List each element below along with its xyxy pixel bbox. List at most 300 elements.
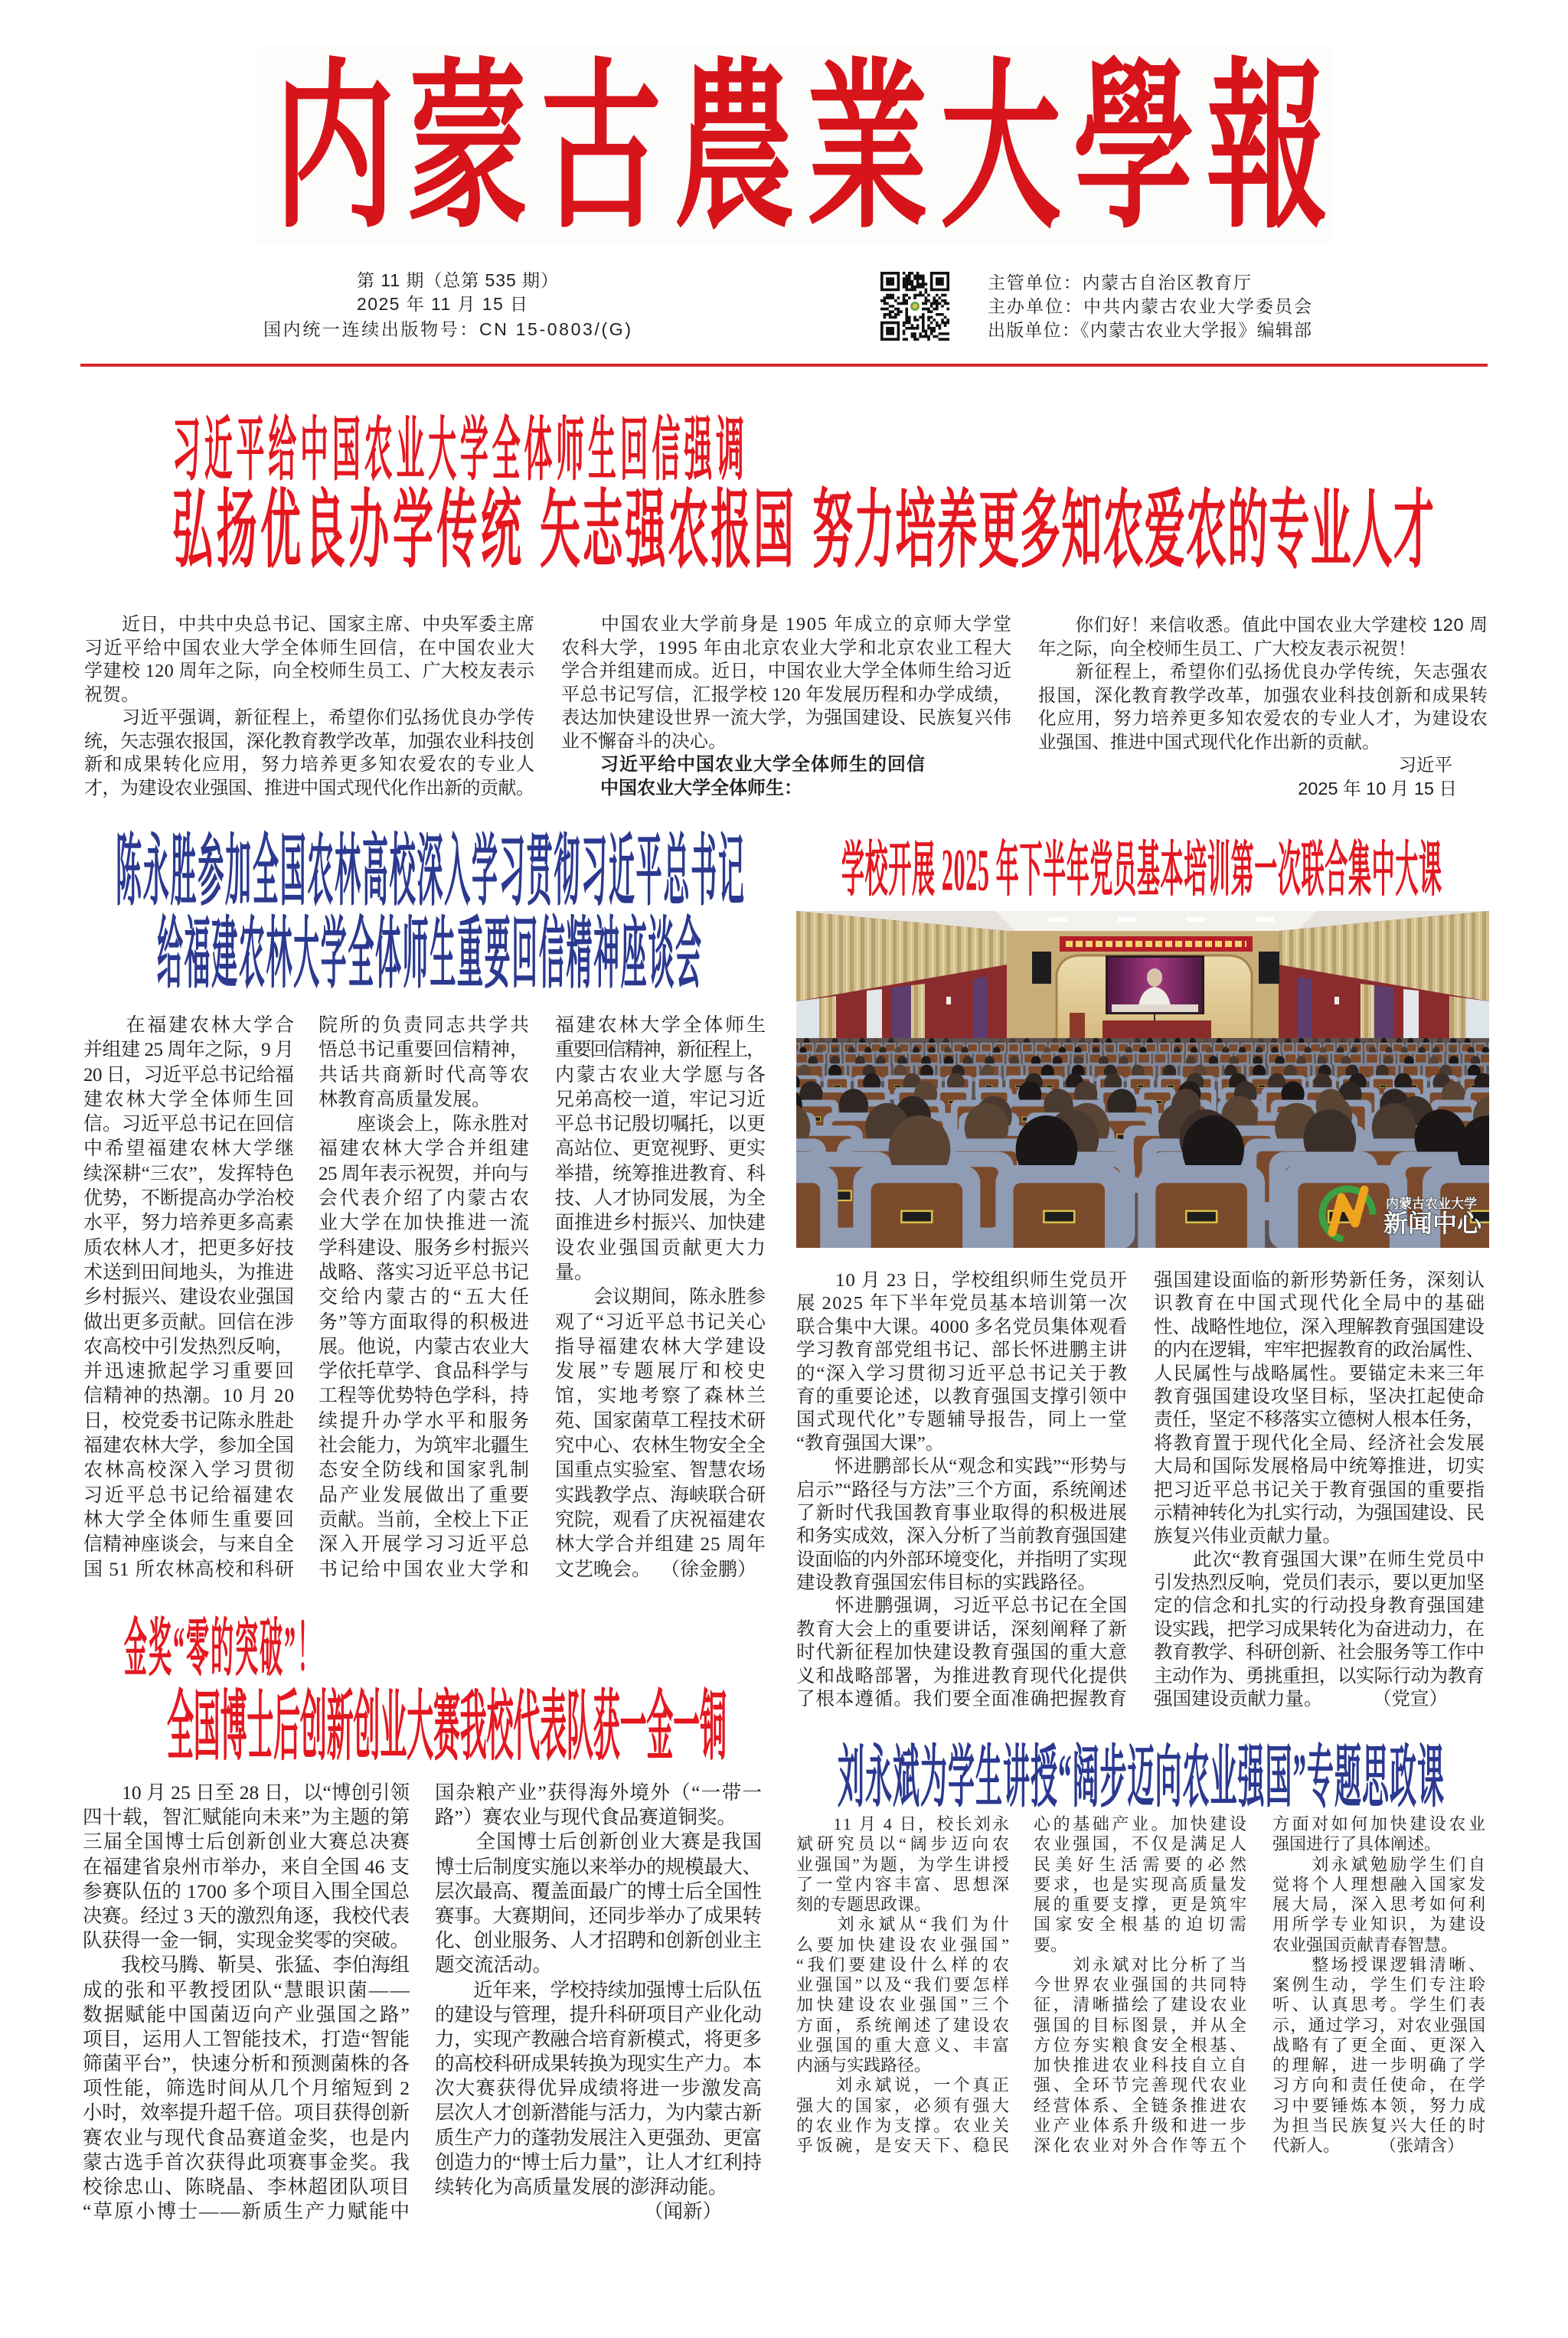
masthead-divider [80,364,1488,367]
lecture-column-1 [796,1269,1127,1711]
text-line: 平总书记写信，汇报学校 120 年发展历程和办学成绩， [561,684,1012,705]
text-line: 共话共商新时代高等农 [318,1064,531,1086]
seat-panel [1481,1054,1489,1063]
text-line: 院所的负责同志共学共 [318,1015,531,1036]
text-line: 教育大会上的重要讲话，深刻阐释了新 [796,1618,1128,1640]
text-line: 业不懈奋斗的决心。 [561,731,727,752]
text-line: 优势，不断提高办学治校 [83,1188,294,1210]
seat-panel [1416,1054,1426,1063]
text-line: 时代新征程加快建设教育强国的重大意 [796,1642,1128,1664]
text-line: 校徐忠山、陈晓晶、李林超团队项目 [83,2176,411,2198]
forum-column-3 [555,1014,769,1582]
text-line: 启示”“路径与方法”三个方面，系统阐述 [796,1479,1128,1500]
text-line: 义和战略部署，为推进教育现代化提供 [796,1665,1128,1687]
text-line: 国杂粮产业”获得海外境外（“一带一 [435,1781,763,1804]
text-line: 态安全防线和国家乳制 [318,1460,531,1481]
text-line: 国式现代化”专题辅导报告，同上一堂 [796,1409,1129,1431]
text-line: 族复兴伟业贡献力量。 [1154,1526,1341,1547]
course-byline: （张靖含） [1379,2136,1464,2155]
text-line: 么要加快建设农业强国” [796,1935,1013,1954]
publisher-editor: 出版单位：《内蒙古农业大学报》编辑部 [988,320,1313,340]
lecture-photo [796,911,1489,1248]
seat-panel [1171,1054,1182,1063]
seat-panel [976,1054,987,1063]
text-line: 习方向和责任使命，在学 [1272,2075,1488,2095]
text-line: 术送到田间地头，为推进 [83,1262,294,1283]
text-line: 文艺晚会。 [555,1559,652,1580]
text-line: 学科建设、服务乡村振兴 [318,1237,529,1259]
text-line: 新和成果转化应用，努力培养更多知农爱农的专业人 [84,755,536,775]
text-line: 性、战略性地位，深入理解教育强国建设 [1154,1316,1485,1337]
lead-column-3-letter [1038,613,1488,798]
award-byline: （闻新） [643,2200,722,2223]
text-line: 深入开展学习习近平总 [318,1534,531,1556]
podium [1070,1013,1085,1039]
lead-column-2 [561,613,1013,798]
text-line: 业强国的重大意义、丰富 [796,2035,1012,2055]
text-line: 层次人才创新潜能与活力，为内蒙古新 [435,2101,762,2124]
text-line: 近年来，学校持续加强博士后队伍 [435,1978,762,2001]
text-line: 了新时代我国教育事业取得的积极进展 [796,1502,1128,1523]
seat-panel [1285,1054,1296,1063]
text-line: 工程等优势特色学科，持 [318,1386,529,1407]
text-line: 悟总书记重要回信精神， [318,1040,529,1061]
award-column-1 [83,1781,410,2224]
text-line: 化应用，努力培养更多知农爱农的专业人才，为建设农 [1038,708,1488,728]
text-line: 经营体系、全链条推进农 [1034,2095,1250,2115]
text-line: 内涵与实践路径。 [796,2056,932,2075]
text-line: 指导福建农林大学建设 [555,1336,768,1357]
text-line: 祝贺。 [84,684,139,705]
text-line: 技、人才协同发展，为全 [555,1188,766,1210]
text-line: 展。他说，内蒙古农业大 [318,1336,529,1357]
forum-column-2 [318,1014,533,1582]
text-line: 福建农林大学合并组建 [318,1138,531,1160]
text-line: 题交流活动。 [435,1954,553,1977]
text-line: 究中心、农林生物安全全 [555,1435,766,1457]
text-line: 参赛队伍的 1700 多个项目入围全国总 [83,1879,410,1902]
forum-byline: （徐金鹏） [660,1559,756,1580]
text-line: 刻的专题思政课。 [796,1895,932,1914]
text-line: 学合并组建而成。近日，中国农业大学全体师生给习近 [561,661,1012,681]
seat-panel [1023,1044,1032,1051]
text-line: 征，清晰描绘了建设农业 [1034,1995,1250,2015]
speaker [1032,952,1051,984]
text-line: 并迅速掀起学习重要回 [83,1361,296,1383]
text-line: 刘永斌从“我们为什 [796,1915,1013,1935]
text-line: 责任，坚定不移落实立德树人根本任务， [1154,1409,1485,1431]
text-line: 品产业发展做出了重要 [318,1484,531,1506]
seat-panel [797,1054,808,1063]
text-line: 刘永斌说，一个真正 [796,2075,1012,2095]
text-line: 刘永斌对比分析了当 [1034,1954,1250,1974]
text-line: 观了“习近平总书记关心 [555,1311,767,1333]
seat-panel [886,1044,895,1051]
award-kicker: 金奖“零的突破”！ [124,1615,322,1685]
text-line: 代新人。 [1272,2136,1341,2155]
text-line: 化、创业服务、人才招聘和创新创业主 [435,1929,762,1952]
text-line: 发展”专题展厅和校史 [555,1361,769,1383]
text-line: 社会能力，为筑牢北疆生 [318,1435,529,1457]
text-line: 国家安全根基的迫切需 [1034,1915,1252,1935]
ceiling-panel [995,911,1317,934]
seat-panel [796,1044,799,1051]
text-line: 深化农业对外合作等五个 [1034,2136,1250,2155]
lead-headline-part-3: 努力培养更多知农爱农的专业人才 [812,485,1436,579]
text-line: 建设教育强国宏伟目标的实践路径。 [796,1572,1096,1594]
text-line: 会代表介绍了内蒙古农 [318,1188,531,1210]
seat-panel [1220,1054,1231,1063]
seat-panel [968,1044,977,1051]
lead-headline-part-2: 矢志强农报国 [540,485,796,579]
text-line: 学习教育部党组书记、部长怀进鹏主讲 [796,1340,1128,1361]
text-line: 民美好生活需要的必然 [1034,1854,1252,1874]
text-line: 福建农林大学，参加全国 [83,1435,294,1457]
text-line: 学依托草学、食品科学与 [318,1361,529,1383]
text-line: 小时，效率提升超千倍。项目获得创新 [83,2101,410,2124]
text-line: 交给内蒙古的“五大任 [318,1287,533,1308]
text-line: 强国进行了具体阐述。 [1272,1834,1442,1854]
text-line: 报国，深化教育教学改革，加强农业科技创新和成果转 [1038,684,1488,705]
ceiling-light [1256,917,1274,922]
text-line: 了一堂内容丰富、思想深 [796,1874,1012,1894]
text-line: 用所学专业知识，为建设 [1272,1915,1488,1935]
seat-panel [1009,1044,1018,1051]
seat-label [1137,1085,1144,1087]
text-line: 强、全环节完善现代农业 [1034,2075,1250,2095]
course-headline: 刘永斌为学生讲授“阔步迈向农业强国”专题思政课 [838,1739,1445,1817]
text-line: 怀进鹏部长从“观念和实践”“形势与 [796,1456,1128,1478]
text-line: 的理解，进一步明确了学 [1272,2056,1488,2075]
letter-date: 2025 年 10 月 15 日 [1298,778,1457,798]
text-line: 习近平给中国农业大学全体师生回信，在中国农业大 [84,638,536,658]
text-line: 林大学合并组建 25 周年 [555,1534,767,1556]
text-line: 项性能，筛选时间从几个月缩短到 2 [83,2077,411,2100]
text-line: 近日，中共中央总书记、国家主席、中央军委主席 [84,615,535,635]
text-line: 心的基础产业。加快建设 [1034,1814,1250,1834]
text-line: 要。 [1034,1935,1068,1954]
text-line: 才，为建设农业强国、推进中国式现代化作出新的贡献。 [84,778,534,798]
seat-panel [1089,1054,1100,1063]
letter-title: 习近平给中国农业大学全体师生的回信 [600,754,926,775]
text-line: 馆，实地考察了森林兰 [555,1386,768,1407]
ceiling-light [1187,917,1205,922]
text-line: 教育教学、科研创新、社会服务等工作中 [1154,1642,1485,1664]
seat-label [1168,1085,1174,1087]
text-line: “草原小博士——新质生产力赋能中 [83,2200,412,2223]
lecture-headline: 学校开展 2025 年下半年党员基本培训第一次联合集中大课 [841,838,1442,904]
text-line: 国 51 所农林高校和科研 [83,1559,296,1580]
text-line: 此次“教育强国大课”在师生党员中 [1154,1549,1486,1570]
auditorium-photo [796,911,1489,1248]
text-line: 觉将个人理想融入国家发 [1272,1874,1488,1894]
qr-code-icon[interactable] [880,272,949,341]
text-line: 加快建设农业强国”三个 [796,1995,1013,2015]
ceiling-light [1049,917,1067,922]
text-line: 决赛。经过 3 天的激烈角逐，我校代表 [83,1904,410,1927]
text-line: 续提升办学水平和服务 [318,1410,531,1432]
speaker [1259,952,1279,984]
text-line: 业大学在加快推进一流 [318,1213,531,1234]
text-line: 为担当民族复兴大任的时 [1272,2115,1488,2135]
text-line: 设面临的内外部环境变化，并指明了实现 [796,1549,1127,1570]
text-line: 业产业体系升级和进一步 [1034,2115,1250,2135]
publisher-sponsor: 主办单位：中共内蒙古农业大学委员会 [988,296,1313,316]
text-line: 强国建设贡献力量。 [1154,1689,1323,1710]
text-line: 方面对如何加快建设农业 [1272,1814,1488,1834]
seat-panel [1407,1044,1416,1051]
text-line: 面推进乡村振兴、加快建 [555,1213,766,1234]
publisher-supervisor: 主管单位：内蒙古自治区教育厅 [988,273,1253,292]
text-line: 博士后制度实施以来举办的规模最大、 [435,1855,762,1878]
text-line: 案例生动，学生们专注聆 [1272,1975,1488,1994]
text-line: 质生产力的蓬勃发展注入更强劲、更富 [435,2126,762,2149]
text-line: 展 2025 年下半年党员基本培训第一次 [796,1293,1129,1314]
text-line: 四十载，智汇赋能向未来”为主题的第 [83,1806,410,1829]
text-line: 贡献。当前，全校上下正 [318,1509,529,1530]
text-line: 在福建农林大学合 [83,1015,296,1036]
text-line: 整场授课逻辑清晰、 [1272,1954,1488,1974]
watermark-school: 内蒙古农业大学 [1386,1197,1477,1212]
text-line: 高站位、更宽视野、更实 [555,1138,766,1160]
text-line: 展的重要支撑，更是筑牢 [1034,1895,1250,1914]
seat-panel [910,1054,921,1063]
text-line: 会议期间，陈永胜参 [555,1287,766,1308]
text-line: 10 月 23 日，学校组织师生党员开 [796,1270,1129,1291]
seat-panel [1160,1044,1169,1051]
lead-column-1 [84,613,534,800]
text-line: 业强国”为题，为学生讲授 [796,1854,1011,1874]
text-line: 农业强国贡献青春智慧。 [1272,1935,1459,1954]
text-line: 业强国、推进中国式现代化作出新的贡献。 [1038,731,1380,752]
text-line: 联合集中大课。4000 多名党员集体观看 [796,1316,1128,1337]
text-line: 新征程上，希望你们弘扬优良办学传统，矢志强农 [1038,661,1488,681]
qr-center-logo-dot [913,304,917,309]
award-column-2 [435,1781,763,2223]
text-line: 成的张和平教授团队“慧眼识菌—— [83,1978,412,2001]
text-line: 中希望福建农林大学继 [83,1138,296,1160]
seat-panel [1138,1054,1149,1063]
text-line: 农高校中引发热烈反响， [83,1336,294,1357]
text-line: 了根本遵循。我们要全面准确把握教育 [796,1689,1128,1710]
text-line: 建农林大学全体师生回 [83,1089,296,1110]
text-line: 续转化为高质量发展的澎湃动能。 [435,2176,728,2198]
text-line: 兄弟高校一道，牢记习近 [555,1089,766,1110]
text-line: 平总书记殷切嘱托，以更 [555,1114,766,1135]
text-line: 并组建 25 周年之际，9 月 [83,1040,294,1061]
text-line: 的高校科研成果转换为现实生产力。本 [435,2052,762,2075]
seat-label [834,1085,841,1087]
text-line: “教育强国大课”。 [796,1432,945,1454]
text-line: 赛农业与现代食品赛道金奖，也是内 [83,2126,411,2149]
text-line: 全国博士后创新创业大赛是我国 [435,1830,763,1853]
text-line: 10 月 25 日至 28 日，以“博创引领 [83,1781,410,1804]
text-line: 务”等方面取得的积极进 [318,1311,531,1333]
text-line: 中国农业大学前身是 1905 年成立的京师大学堂 [561,615,1013,635]
lecture-column-2 [1154,1269,1485,1711]
text-line: 统，矢志强农报国，深化教育教学改革，加强农业科技创 [84,731,534,752]
text-line: 20 日，习近平总书记给福 [83,1064,294,1086]
text-line: 农业强国，不仅是满足人 [1034,1834,1250,1854]
text-line: 福建农林大学全体师生 [555,1015,768,1036]
text-line: 国重点实验室、智慧农场 [555,1460,766,1481]
text-line: 你们好！来信收悉。值此中国农业大学建校 120 周 [1038,615,1488,635]
text-line: 举措，统筹推进教育、科 [555,1163,766,1184]
text-line: 25 周年表示祝贺，并向与 [318,1163,529,1184]
text-line: 的建设与管理，提升科研项目产业化动 [435,2003,762,2026]
text-line: 要求，也是实现高质量发 [1034,1874,1250,1894]
forum-headline-line-2: 给福建农林大学全体师生重要回信精神座谈会 [157,914,703,999]
text-line: 信精神的热潮。10 月 20 [83,1386,295,1407]
seat-panel [1311,1044,1320,1051]
seat-label [1046,1085,1053,1087]
text-line: 究院，观看了庆祝福建农 [555,1509,766,1530]
text-line: 水平，努力培养更多高素 [83,1213,294,1234]
seat-panel [796,1183,820,1248]
text-line: 林教育高质量发展。 [318,1089,492,1110]
stage-table [1102,1020,1211,1039]
text-line: 强国的目标图景，并从全 [1034,2015,1250,2035]
text-line: 路”）赛农业与现代食品赛道铜奖。 [435,1806,737,1829]
seat-panel [1284,1044,1293,1051]
text-line: 方面，系统阐述了建设农 [796,2015,1012,2035]
text-line: 设实践，把学习成果转化为奋进动力，在 [1154,1618,1485,1640]
text-line: 定的信念和扎实的行动投身教育强国建 [1154,1595,1485,1617]
text-line: 项目，运用人工智能技术，打造“智能 [83,2027,410,2050]
letter-salutation: 中国农业大学全体师生： [600,777,802,798]
text-line: 斌研究员以“阔步迈向农 [796,1834,1013,1854]
text-line: 习近平强调，新征程上，希望你们弘扬优良办学传 [84,708,535,728]
text-line: 苑、国家菌草工程技术研 [555,1410,766,1432]
text-line: 数据赋能中国菌迈向产业强国之路” [83,2003,412,2026]
text-line: 创造力的“博士后力量”，让人才红利持 [435,2150,762,2173]
text-line: 示，通过学习，对农业强国 [1272,2015,1487,2035]
text-line: 筛菌平台”，快速分析和预测菌株的各 [83,2052,410,2075]
lead-kicker: 习近平给中国农业大学全体师生回信强调 [172,413,748,491]
text-line: 识教育在中国式现代化全局中的基础 [1154,1293,1487,1314]
seat-panel [1155,1054,1166,1063]
text-line: 11 月 4 日，校长刘永 [796,1814,1011,1834]
forum-headline-line-1: 陈永胜参加全国农林高校深入学习贯彻习近平总书记 [116,831,746,916]
text-line: 的内在逻辑，牢牢把握教育的政治属性、 [1154,1340,1485,1361]
seat-label [985,1085,992,1087]
masthead-logo: 内蒙古農業大學報 [274,49,1340,250]
text-line: 年之际，向全校师生员工、广大校友表示祝贺！ [1038,638,1416,658]
text-line: 农林高校深入学习贯彻 [83,1460,296,1481]
course-column-3 [1272,1814,1488,2156]
seat-panel [982,1044,991,1051]
text-line: 怀进鹏强调，习近平总书记在全国 [796,1595,1128,1617]
letter-signature: 习近平 [1398,755,1452,775]
lecture-byline: （党宣） [1373,1689,1448,1710]
text-line: 刘永斌勉励学生们自 [1272,1854,1488,1874]
text-line: 次大赛获得优异成绩将进一步激发高 [435,2077,763,2100]
screen-desk [1112,1004,1198,1012]
lead-headline-part-1: 弘扬优良办学传统 [172,485,525,579]
text-line: 我校马腾、靳昊、张猛、李伯海组 [83,1954,410,1977]
text-line: 赛事。大赛期间，还同步举办了成果转 [435,1904,762,1927]
ceiling-light [1118,917,1136,922]
text-line: 战略、落实习近平总书记 [318,1262,529,1283]
text-line: 将教育置于现代化全局、经济社会发展 [1154,1432,1485,1454]
text-line: 习近平总书记给福建农 [83,1484,296,1506]
text-line: 三届全国博士后创新创业大赛总决赛 [83,1830,411,1853]
wall-lamp [1334,997,1339,1004]
text-line: 战略有了更全面、更深入 [1272,2035,1488,2055]
text-line: 表达加快建设世界一流大学，为强国建设、民族复兴伟 [561,708,1012,728]
issue-number: 第 11 期（总第 535 期） [357,270,559,290]
text-line: 大局和国际发展格局中统筹推进，切实 [1154,1456,1485,1478]
text-line: 农科大学，1995 年由北京农业大学和北京农业工程大 [561,638,1013,658]
text-line: 质农林人才，把更多好技 [83,1237,294,1259]
text-line: 教育强国建设攻坚目标，坚决扛起使命 [1154,1386,1485,1407]
serial-number: 国内统一连续出版物号：CN 15-0803/(G) [263,319,633,339]
text-line: 量。 [555,1262,594,1283]
seat-panel [1229,1044,1238,1051]
seat-label [901,1211,932,1223]
text-line: 队获得一金一铜，实现金奖零的突破。 [83,1929,410,1952]
watermark-center: 新闻中心 [1383,1209,1482,1238]
text-line: 育的重要论述，以教育强国支撑引领中 [796,1386,1128,1407]
text-line: 实践教学点、海峡联合研 [555,1484,766,1506]
text-line: 业强国”以及“我们要怎样 [796,1975,1012,1994]
seat-panel [845,1054,856,1063]
text-line: 人民属性与战略属性。要锚定未来三年 [1154,1363,1485,1384]
text-line: 习中要锤炼本领，努力成 [1272,2095,1488,2115]
award-headline: 全国博士后创新创业大赛我校代表队获一金一铜 [167,1685,727,1771]
seat-label [1380,1085,1387,1087]
course-column-2 [1034,1814,1252,2156]
text-line: 加快推进农业科技自立自 [1034,2056,1250,2075]
seat-label [1186,1211,1217,1223]
wall-lamp [946,997,951,1004]
seat-panel [1050,1044,1060,1051]
seat-label [894,1085,901,1087]
text-line: 今世界农业强国的共同特 [1034,1975,1250,1994]
seat-label [1044,1211,1074,1223]
text-line: 和务实成效，深入分析了当前教育强国建 [796,1526,1127,1547]
issue-date: 2025 年 11 月 15 日 [357,294,529,314]
text-line: 方位夯实粮食安全根基、 [1034,2035,1250,2055]
text-line: 日，校党委书记陈永胜赴 [83,1410,294,1432]
text-line: 示精神转化为扎实行动，为强国建设、民 [1154,1502,1485,1523]
text-line: 乎饭碗，是安天下、稳民 [796,2136,1012,2155]
text-line: 展大局，深入思考如何利 [1272,1895,1488,1914]
text-line: 内蒙古农业大学愿与各 [555,1064,768,1086]
text-line: 引发热烈反响，党员们表示，要以更加坚 [1154,1572,1485,1594]
text-line: 续深耕“三农”，发挥特色 [83,1163,295,1184]
text-line: “我们要建设什么样的农 [796,1954,1013,1974]
seat-panel [1351,1054,1361,1063]
text-line: 重要回信精神，新征程上， [555,1040,764,1061]
text-line: 学建校 120 周年之际，向全校师生员工、广大校友表示 [84,661,535,681]
text-line: 听、认真思考。学生们表 [1272,1995,1488,2015]
text-line: 主动作为、勇挑重担，以实际行动为教育 [1154,1665,1485,1687]
text-line: 力，实现产教融合培育新模式，将更多 [435,2027,762,2050]
text-line: 做出更多贡献。回信在涉 [83,1311,294,1333]
seat-panel [1146,1044,1155,1051]
seat-label [1259,1085,1266,1087]
text-line: 在福建省泉州市举办，来自全国 46 支 [83,1855,410,1878]
text-line: 强大的国家，必须有强大 [796,2095,1012,2115]
text-line: 乡村振兴、建设农业强国 [83,1287,294,1308]
seat-panel [1041,1054,1052,1063]
text-line: 蒙古选手首次获得此项赛事金奖。我 [83,2150,411,2173]
text-line: 的农业作为支撑。农业关 [796,2115,1012,2135]
seat-panel [1367,1054,1377,1063]
text-line: 信精神座谈会，与来自全 [83,1534,294,1556]
text-line: 强国建设面临的新形势新任务，深刻认 [1154,1270,1485,1291]
